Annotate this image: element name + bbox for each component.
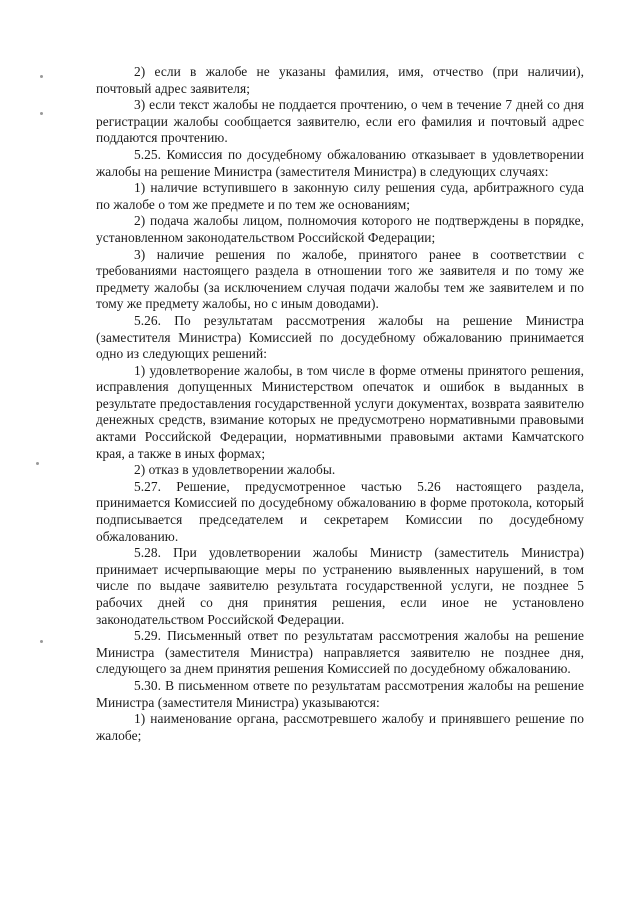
paragraph: 2) если в жалобе не указаны фамилия, имя, отчество (при наличии), почтовый адрес заявителя;	[96, 64, 584, 96]
scan-dot	[40, 75, 43, 78]
paragraph: 5.27. Решение, предусмотренное частью 5.26 настоящего раздела, принимается Комиссией по досудебному обжалованию в форме протокола, который подписывается председателем и секретарем Комиссии по досудебному обжалованию.	[96, 478, 584, 544]
paragraph: 3) наличие решения по жалобе, принятого ранее в соответствии с требованиями настоящего раздела в отношении того же заявителя и по тому же предмету жалобы (за исключением случая подачи жалобы тем же заявителем и по тому же предмету жалобы, но с иным доводами).	[96, 246, 584, 312]
paragraph: 5.29. Письменный ответ по результатам рассмотрения жалобы на решение Министра (заместителя Министра) направляется заявителю не позднее дня, следующего за днем принятия решения Комиссией по досудебному обжалованию.	[96, 628, 584, 677]
paragraph: 2) подача жалобы лицом, полномочия которого не подтверждены в порядке, установленном законодательством Российской Федерации;	[96, 213, 584, 245]
paragraph: 3) если текст жалобы не поддается прочтению, о чем в течение 7 дней со дня регистрации жалобы сообщается заявителю, если его фамилия и почтовый адрес поддаются прочтению.	[96, 97, 584, 146]
paragraph: 1) наименование органа, рассмотревшего жалобу и принявшего решение по жалобе;	[96, 711, 584, 743]
paragraph: 5.26. По результатам рассмотрения жалобы на решение Министра (заместителя Министра) Комиссией по досудебному обжалованию принимается одно из следующих решений:	[96, 312, 584, 362]
paragraph: 1) удовлетворение жалобы, в том числе в форме отмены принятого решения, исправления допущенных Министерством опечаток и ошибок в выданных в результате предоставления государственной услуги документах, возврата заявителю денежных средств, взимание которых не предусмотрено нормативными правовыми актами Российской Федерации, нормативными правовыми актами Камчатского края, а также в иных формах;	[96, 362, 584, 461]
paragraph: 5.25. Комиссия по досудебному обжалованию отказывает в удовлетворении жалобы на решение Министра (заместителя Министра) в следующих случаях:	[96, 146, 584, 179]
scan-dot	[36, 462, 39, 465]
document-page	[96, 64, 584, 744]
scan-dot	[40, 640, 43, 643]
paragraph: 1) наличие вступившего в законную силу решения суда, арбитражного суда по жалобе о том же предмете и по тем же основаниям;	[96, 180, 584, 212]
paragraph: 5.28. При удовлетворении жалобы Министр (заместитель Министра) принимает исчерпывающие меры по устранению выявленных нарушений, в том числе по выдаче заявителю результата государственной услуги, не позднее 5 рабочих дней со дня принятия решения, если иное не установлено законодательством Российской Федерации.	[96, 545, 584, 627]
paragraph: 2) отказ в удовлетворении жалобы.	[134, 462, 336, 478]
scan-dot	[40, 112, 43, 115]
paragraph: 5.30. В письменном ответе по результатам рассмотрения жалобы на решение Министра (заместителя Министра) указываются:	[96, 677, 584, 710]
